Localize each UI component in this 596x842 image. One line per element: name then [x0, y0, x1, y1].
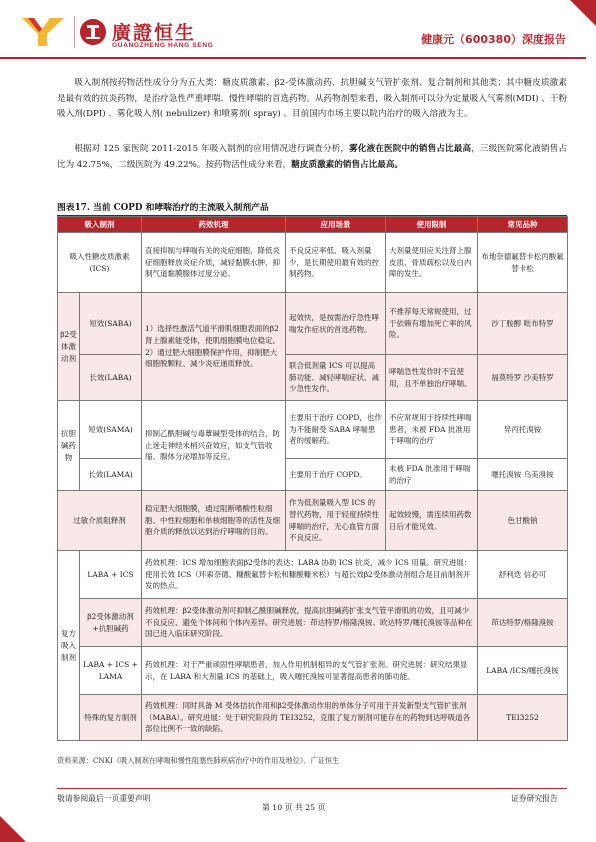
cell-products: 舒利迭 信必可 [478, 551, 568, 599]
p2-bold-b: 雾化液在医院中的销售占比最高 [349, 144, 472, 154]
logo-divider [74, 16, 75, 48]
cell-mechanism: 直接抑制与哮喘有关的炎症细胞，降低炎症细胞释放炎症介质，减轻黏膜水肿，抑制气道黏膜腺体过度分泌。 [142, 233, 286, 293]
table-row [58, 401, 568, 459]
table-row [58, 695, 568, 741]
cell-products: 噻托溴铵 乌美溴铵 [478, 459, 568, 491]
cell-mechanism: 1）选择性激活气道平滑肌细胞表面的β2 肾上腺素能受体，使肌细胞膜电位稳定。 2）通过肥大细胞膜保护作用，抑制肥大细胞脱颗粒、减少炎症递质释放。 [142, 293, 286, 401]
table-row [58, 355, 568, 401]
page-number: 第 10 页 共 25 页 [262, 803, 326, 812]
brand-name-cn: 廣證恒生 [112, 22, 197, 44]
cell-products: 茚达特罗/格隆溴铵 [478, 599, 568, 647]
table-row [58, 293, 568, 355]
cell-limit: 哮喘急性发作时不宜使用，且不单独治疗哮喘。 [386, 355, 478, 401]
cell-scenario: 不良反应率低、吸入剂量少，是长期使用最有效的控制药物。 [286, 233, 386, 293]
cell-description: 药效机理：对于严重顽固性哮喘患者，加入作用机制相异的支气管扩张剂。研究进展：研究结果显示，在 LABA 和大剂量 ICS 的基础上，吸入噻托溴铵可显著提高患者的肺功能。 [142, 647, 478, 695]
row-name-saba: 短效(SABA) [80, 293, 142, 355]
cell-limit: 未被 FDA 批准用于哮喘的治疗 [386, 459, 478, 491]
cell-description: 药效机理：ICS 增加细胞表面β2受体的表达；LABA 协助 ICS 抗炎，减少 ICS 用量。研究进展：使用长效 ICS（环索奈德、糠酸氟替卡松和糠酸糠米松）与超长效β2受体激动剂组合是目前制剂开发的热点。 [142, 551, 478, 599]
page-header [0, 0, 596, 64]
brand-logo-icon [20, 14, 68, 48]
cell-mechanism: 稳定肥大细胞膜，通过阻断嗜酸性粒细胞、中性粒细胞和单核细胞等的活性及细胞介质的释放以达到治疗哮喘的目的。 [142, 491, 286, 551]
row-name-beta2-anti: β2受体激动剂+抗胆碱药 [80, 599, 142, 647]
table-row [58, 551, 568, 599]
cell-description: 药效机理：同时具备 M 受体拮抗作用和β2受体激动作用的单体分子可用于开发新型支气管扩张剂（MABA）。研究进展：处于研究阶段的 TEI3252，克服了复方制剂可能存在的药物到达呼吸道各部位比例不一致的缺陷。 [142, 695, 478, 741]
row-name-sama: 短效(SAMA) [80, 401, 142, 459]
cell-products: 色甘酸钠 [478, 491, 568, 551]
col-header-limit: 使用限制 [386, 217, 478, 233]
brand-name-en: GUANGZHENG HANG SENG [112, 42, 214, 49]
body-paragraph-1: 吸入制剂按药物活性成分分为五大类：糖皮质激素、β2-受体激动药、抗胆碱支气管扩张剂、复合制剂和其他类；其中糖皮质激素是最有效的抗炎药物，是治疗急性严重哮喘、慢性哮喘的首选药物。从药物剂型来看，吸入制剂可以分为定量吸入气雾剂(MDI) 、干粉吸入剂(DPI) 、雾化吸入剂( nebulizer) 和喷雾剂( spray) 。目前国内市场主要以院内治疗的吸入溶液为主。 [57, 78, 567, 120]
cell-limit: 不推荐每天常规使用，过于依赖有增加死亡率的风险。 [386, 293, 478, 355]
row-name-laba-ics: LABA + ICS [80, 551, 142, 599]
row-name-special: 特殊的复方制剂 [80, 695, 142, 741]
cell-products: LABA /ICS/噻托溴铵 [478, 647, 568, 695]
brand-seal-icon [80, 19, 106, 45]
p2-text-a: 根据对 125 家医院 2011-2015 年吸入制剂的应用情况进行调查分析， [74, 144, 350, 154]
table-row [58, 599, 568, 647]
body-paragraph-2 [57, 142, 567, 173]
row-name-mast: 过敏介质阻释剂 [58, 491, 142, 551]
cell-scenario: 主要用于治疗 COPD，也作为不能耐受 SABA 哮喘患者的缓解药。 [286, 401, 386, 459]
cell-scenario: 主要用于治疗 COPD。 [286, 459, 386, 491]
cell-scenario: 起效快，是按需治疗急性哮喘发作症状的首选药物。 [286, 293, 386, 355]
figure-title: 图表17. 当前 COPD 和哮喘治疗的主流吸入制剂产品 [57, 200, 567, 216]
cell-products: 沙丁胺醇 吡布特罗 [478, 293, 568, 355]
cell-products: 布地奈德氟替卡松丙酸氟替卡松 [478, 233, 568, 293]
cell-scenario: 作为低剂量吸入型 ICS 的替代药物，用于轻度持续性哮喘的治疗，无心血管方面不良反应。 [286, 491, 386, 551]
cell-scenario: 联合低剂量 ICS 可以提高肺功能、减轻哮喘症状、减少急性发作。 [286, 355, 386, 401]
table-row [58, 491, 568, 551]
report-title: 健康元（600380）深度报告 [421, 33, 566, 46]
cell-description: 药效机理：β2受体激动剂可抑制乙酰胆碱释放，提高抗胆碱药扩张支气管平滑肌的功效，且可减少不良反应、避免个体间和个体内差异。研究进展：茚达特罗/格隆溴铵、欧达特罗/噻托溴铵等品种在国已进入临床研究阶段。 [142, 599, 478, 647]
header-divider [0, 57, 586, 59]
col-header-scenario: 应用场景 [286, 217, 386, 233]
figure-source: 资料来源：CNKI《吸入制剂在哮喘和慢性阻塞性肺疾病治疗中的作用及地位》、广证恒生 [57, 756, 340, 765]
cell-limit: 起效较慢，需连续用药数日后才能见效。 [386, 491, 478, 551]
group-beta2: β2受体激动剂 [58, 293, 80, 401]
cell-limit: 大剂量使用应关注肾上腺皮质、骨质疏松以及白内障的发生。 [386, 233, 478, 293]
table-row [58, 647, 568, 695]
row-name-triple: LABA + ICS + LAMA [80, 647, 142, 695]
corner-decoration-icon [570, 0, 596, 26]
group-combination: 复方吸入制剂 [58, 551, 80, 741]
p2-text-c: ，三级医院雾化液销售占比为 42.75%，二级医院为 49.22%。按药物活性成分来看， [57, 144, 567, 170]
p2-bold-d: 糖皮质激素的销售占比最高。 [291, 159, 404, 170]
inhaler-products-table [57, 216, 568, 741]
cell-mechanism: 抑制乙酰胆碱与毒蕈碱型受体的结合，防止迷走神经末梢兴奋效应，如支气管收缩、腺体分泌增加等反应。 [142, 401, 286, 491]
footer-divider [57, 788, 567, 789]
footer-report-type: 证券研究报告 [511, 794, 558, 803]
table-row [58, 233, 568, 293]
cell-products: TEI3252 [478, 695, 568, 741]
corner-decoration-icon [0, 816, 26, 842]
row-name-ics: 吸入性糖皮质激素(ICS) [58, 233, 142, 293]
cell-limit: 不应常规用于持续性哮喘患者，未被 FDA 批准用于哮喘的治疗 [386, 401, 478, 459]
row-name-laba: 长效(LABA) [80, 355, 142, 401]
row-name-lama: 长效(LAMA) [80, 459, 142, 491]
cell-products: 异丙托溴铵 [478, 401, 568, 459]
group-anticholinergic: 抗胆碱药物 [58, 401, 80, 491]
cell-products: 福莫特罗 沙美特罗 [478, 355, 568, 401]
col-header-mechanism: 药效机理 [142, 217, 286, 233]
col-header-products: 常见品种 [478, 217, 568, 233]
table-row [58, 459, 568, 491]
footer-disclaimer: 敬请参阅最后一页重要声明 [57, 794, 151, 803]
table-header-row [58, 217, 568, 233]
col-header-form: 吸入制剂 [58, 217, 142, 233]
